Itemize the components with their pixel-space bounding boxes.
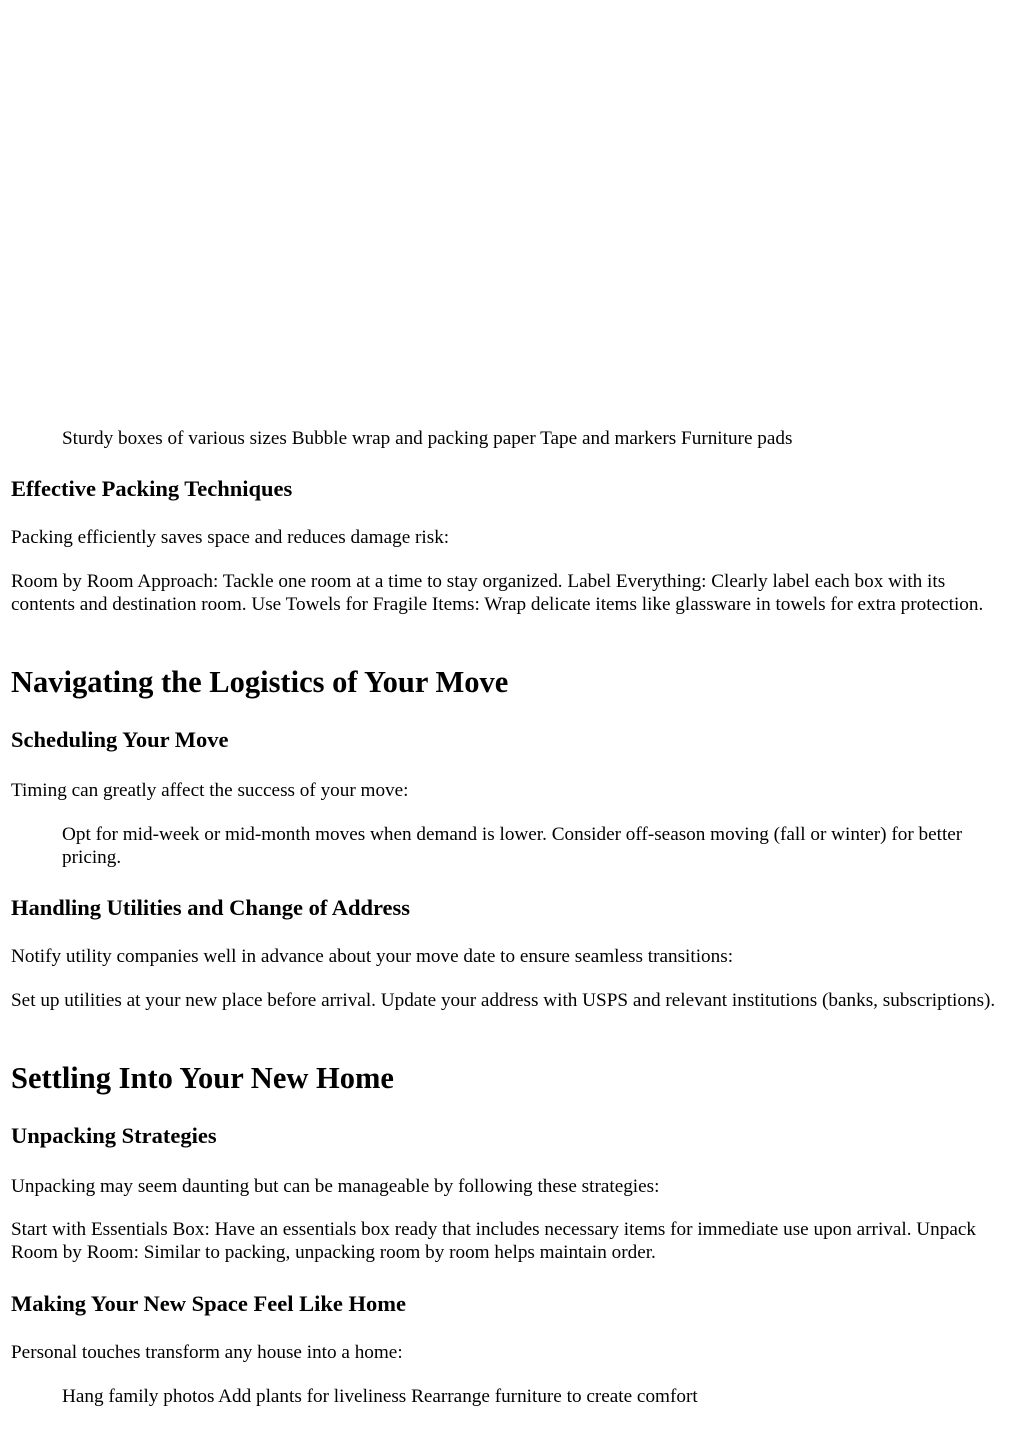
make-home-intro: Personal touches transform any house into a home: — [11, 1342, 403, 1363]
make-home-list: Hang family photos Add plants for liveliness Rearrange furniture to create comfort — [62, 1386, 698, 1407]
heading-unpacking: Unpacking Strategies — [11, 1123, 217, 1148]
scheduling-intro: Timing can greatly affect the success of your move: — [11, 780, 409, 801]
heading-make-home: Making Your New Space Feel Like Home — [11, 1291, 406, 1316]
packing-intro: Packing efficiently saves space and reduces damage risk: — [11, 527, 450, 548]
unpacking-intro: Unpacking may seem daunting but can be manageable by following these strategies: — [11, 1176, 660, 1197]
heading-packing-techniques: Effective Packing Techniques — [11, 476, 293, 501]
scheduling-list: Opt for mid-week or mid-month moves when demand is lower. Consider off-season moving (fall or winter) for better pricing. — [62, 824, 963, 868]
heading-settling: Settling Into Your New Home — [11, 1061, 394, 1095]
heading-logistics: Navigating the Logistics of Your Move — [11, 665, 509, 699]
heading-scheduling: Scheduling Your Move — [11, 727, 229, 752]
unpacking-list: Start with Essentials Box: Have an essentials box ready that includes necessary items for immediate use upon arrival. Unpack Room by Room: Similar to packing, unpacking room by room helps maintain order. — [11, 1219, 976, 1263]
utilities-intro: Notify utility companies well in advance about your move date to ensure seamless transitions: — [11, 946, 734, 967]
heading-utilities: Handling Utilities and Change of Address — [11, 895, 411, 920]
utilities-list: Set up utilities at your new place before arrival. Update your address with USPS and relevant institutions (banks, subscriptions). — [11, 990, 996, 1011]
supplies-list: Sturdy boxes of various sizes Bubble wrap and packing paper Tape and markers Furniture pads — [62, 428, 793, 449]
packing-techniques-list: Room by Room Approach: Tackle one room at a time to stay organized. Label Everything: Clearly label each box with its contents and destination room. Use Towels for Fragile Items: Wrap delicate items like glassware in towels for extra protection. — [11, 571, 984, 615]
